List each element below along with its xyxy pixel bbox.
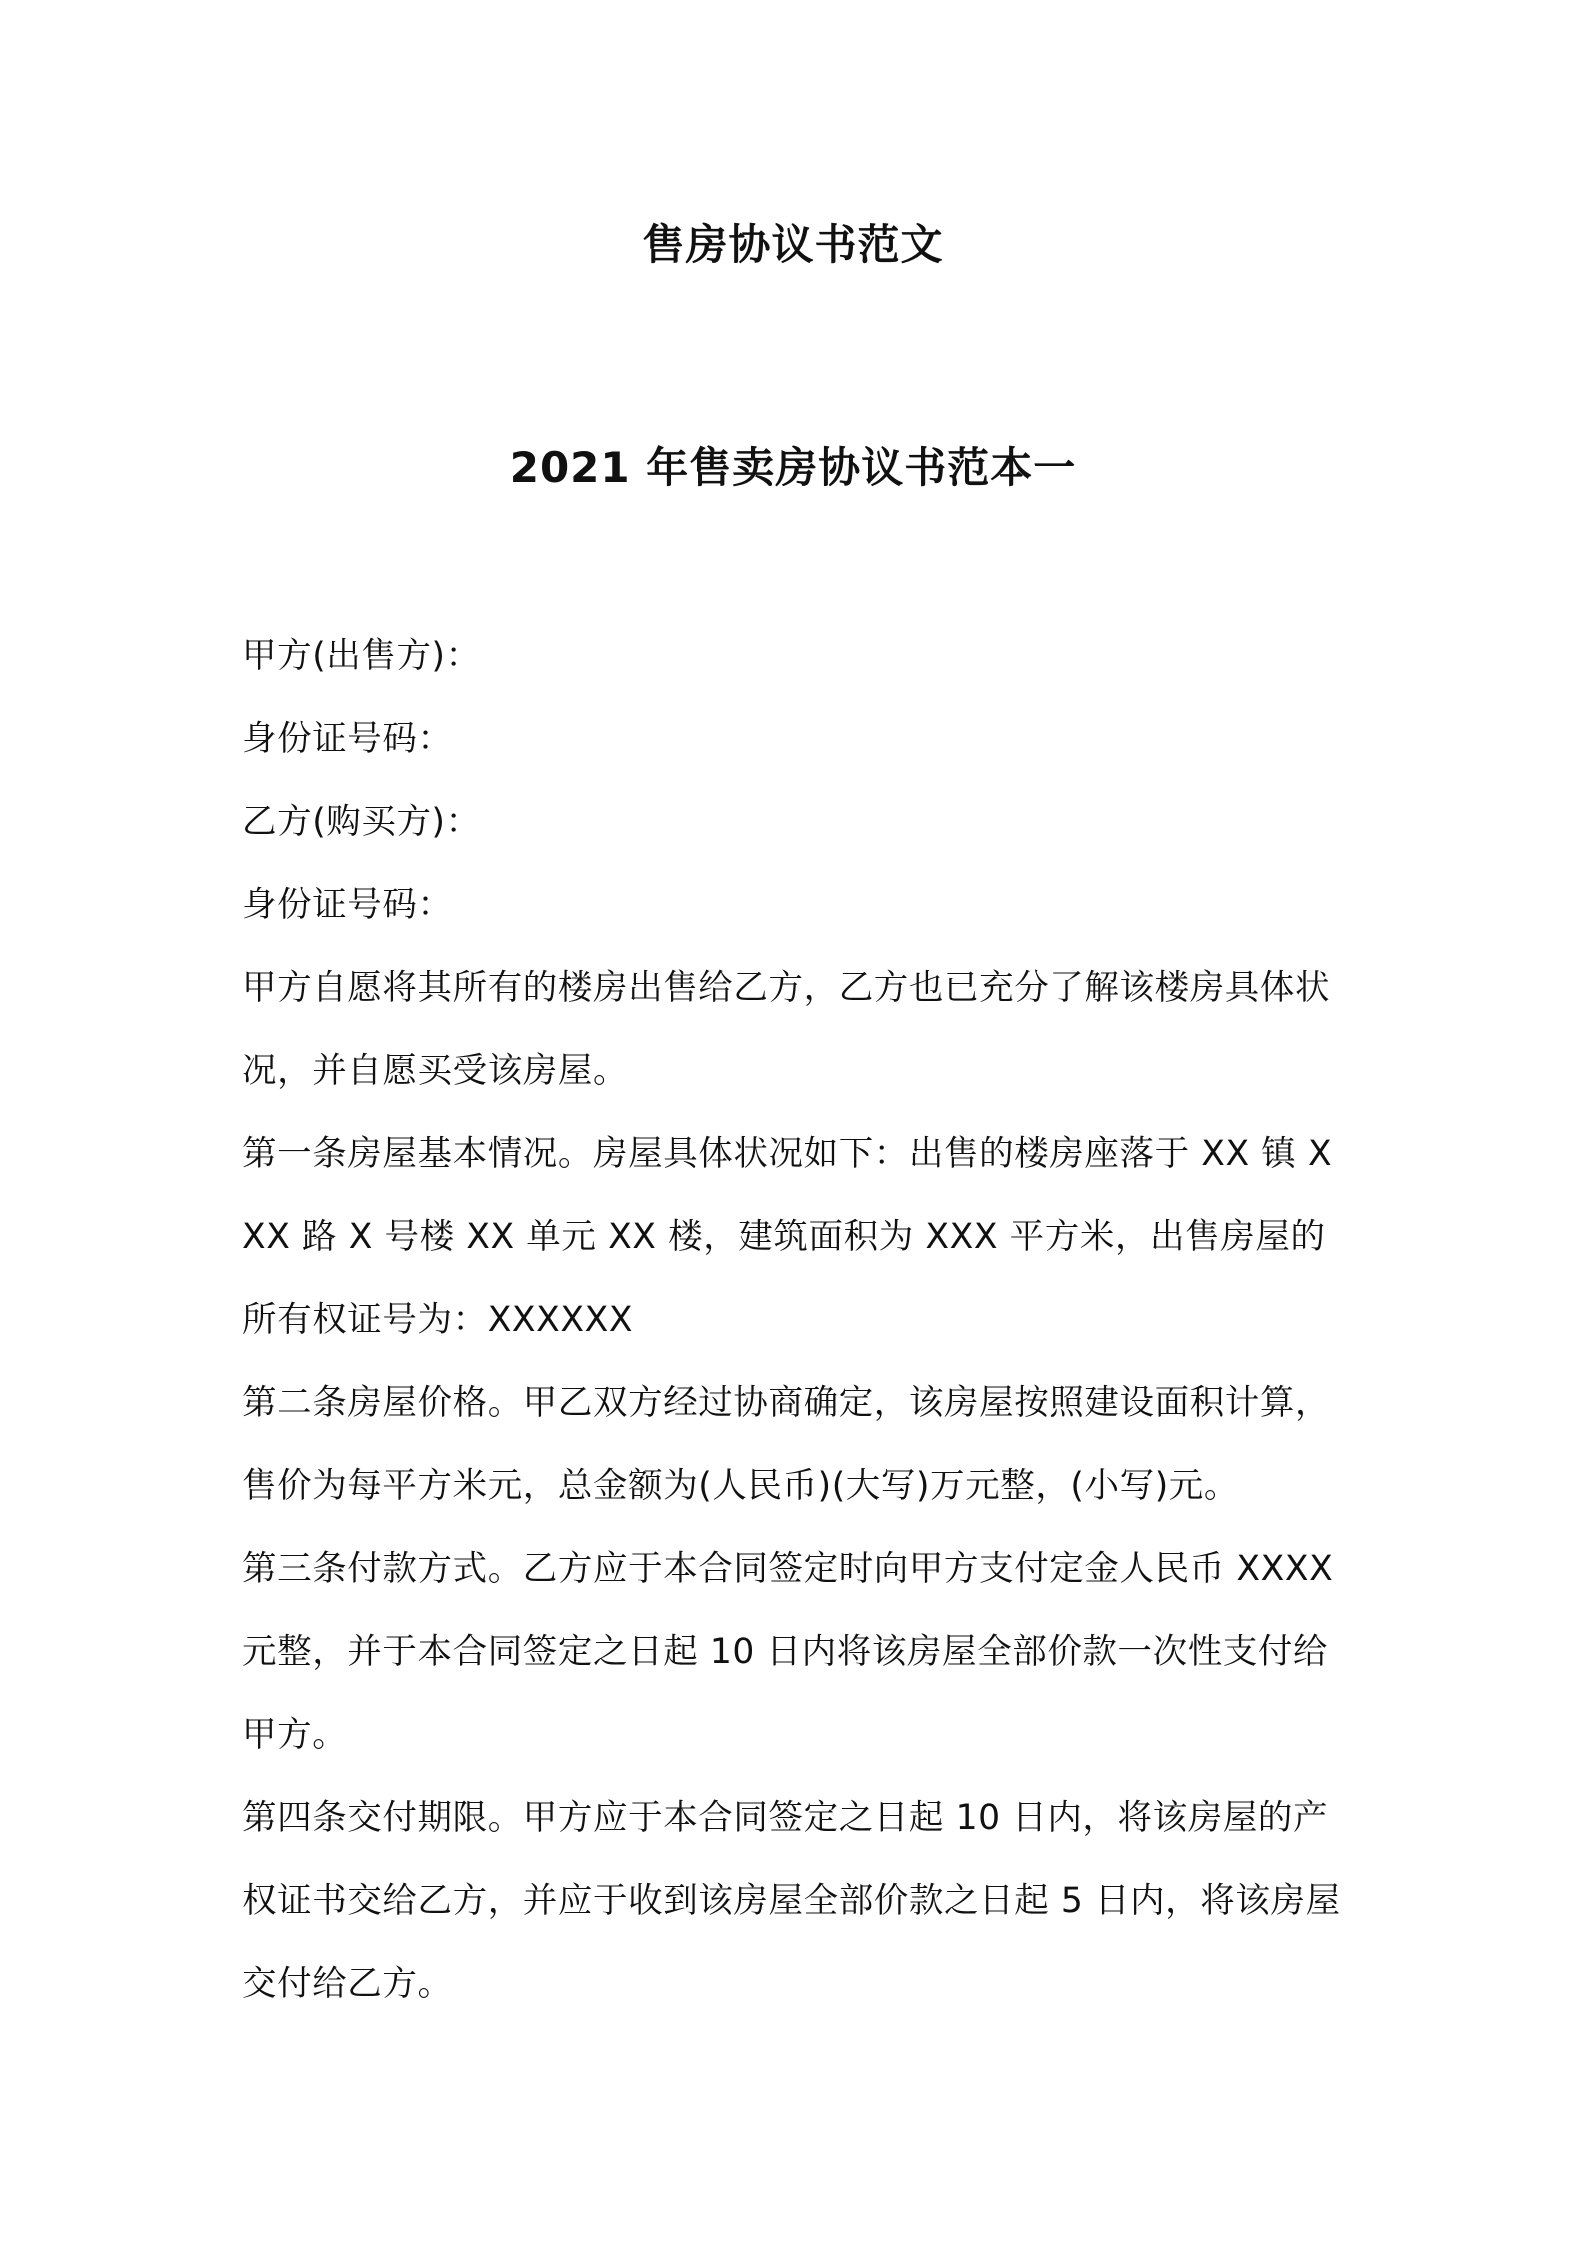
document-subtitle: 2021 年售卖房协议书范本一 [509,443,1077,492]
article-2-paragraph: 第二条房屋价格。甲乙双方经过协商确定，该房屋按照建设面积计算，售价为每平方米元，总金额为(人民币)(大写)万元整，(小写)元。 [242,1383,1331,1506]
seller-id-field-label: 身份证号码： [242,719,453,759]
article-3-paragraph: 第三条付款方式。乙方应于本合同签定时向甲方支付定金人民币 XXXX 元整，并于本合同签定之日起 10 日内将该房屋全部价款一次性支付给甲方。 [242,1549,1334,1755]
document-body [242,615,1352,2026]
document-title: 售房协议书范文 [642,220,944,269]
buyer-id-field-label: 身份证号码： [242,885,453,925]
buyer-field-label: 乙方(购买方)： [242,802,481,842]
article-4-paragraph: 第四条交付期限。甲方应于本合同签定之日起 10 日内，将该房屋的产权证书交给乙方，并应于收到该房屋全部价款之日起 5 日内，将该房屋交付给乙方。 [242,1798,1341,2004]
intro-paragraph: 甲方自愿将其所有的楼房出售给乙方，乙方也已充分了解该楼房具体状况，并自愿买受该房屋。 [242,968,1331,1091]
article-1-paragraph: 第一条房屋基本情况。房屋具体状况如下：出售的楼房座落于 XX 镇 XXX 路 X 号楼 XX 单元 XX 楼，建筑面积为 XXX 平方米，出售房屋的所有权证号为：XXXXXX [242,1134,1333,1340]
seller-field-label: 甲方(出售方)： [242,636,481,676]
